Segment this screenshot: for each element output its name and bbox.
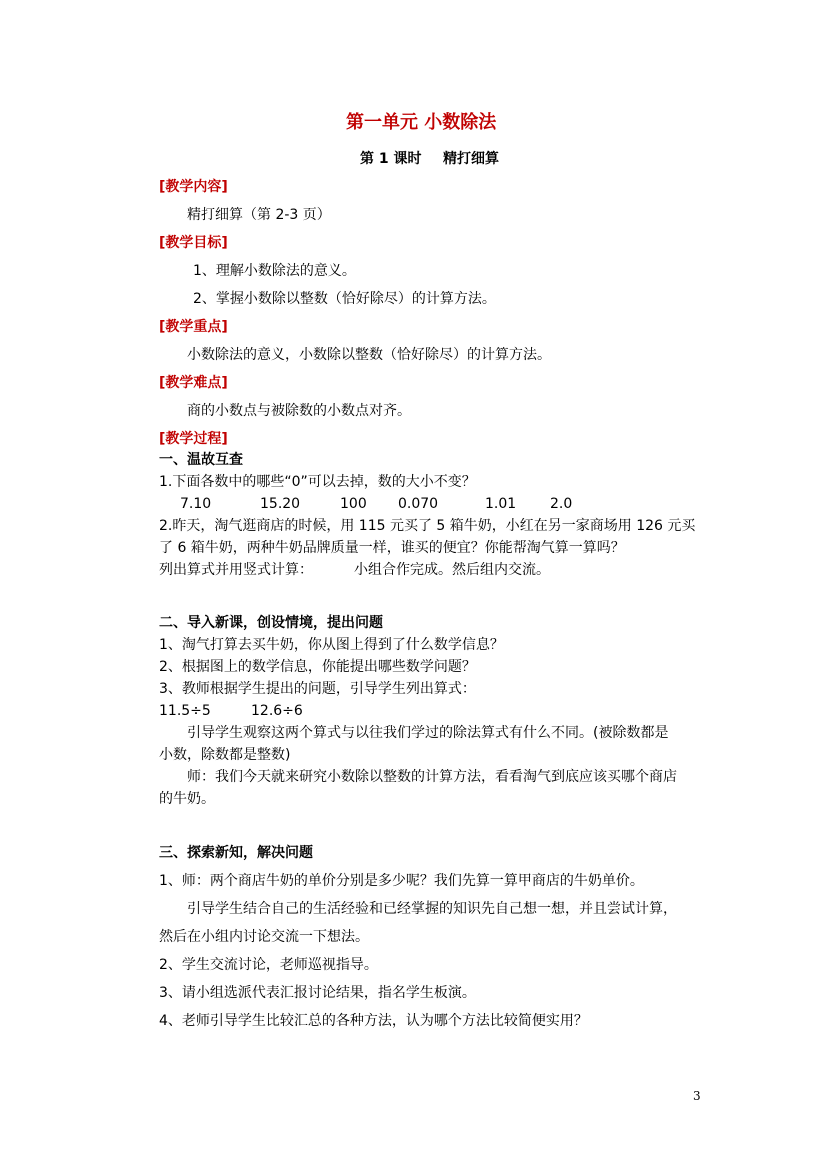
- part3-heading: 三、探索新知，解决问题: [159, 845, 313, 861]
- content-tag: [教学内容]: [159, 179, 228, 195]
- part2-para1-line1: 引导学生观察这两个算式与以往我们学过的除法算式有什么不同。(被除数都是: [187, 725, 669, 741]
- goal-item: 1、理解小数除法的意义。: [193, 263, 356, 279]
- part1-question1: 1.下面各数中的哪些“0”可以去掉，数的大小不变？: [159, 474, 476, 490]
- part3-item1: 1、师：两个商店牛奶的单价分别是多少呢？我们先算一算甲商店的牛奶单价。: [159, 873, 644, 889]
- goals-tag: [教学目标]: [159, 235, 228, 251]
- part2-item: 1、淘气打算去买牛奶，你从图上得到了什么数学信息？: [159, 637, 504, 653]
- difficulties-tag: [教学难点]: [159, 375, 228, 391]
- formula: 12.6÷6: [251, 703, 303, 719]
- part1-question2-line2: 了 6 箱牛奶，两种牛奶品牌质量一样，谁买的便宜？你能帮淘气算一算吗？: [159, 540, 625, 556]
- page-number: 3: [693, 1089, 701, 1103]
- key-points-text: 小数除法的意义，小数除以整数（恰好除尽）的计算方法。: [187, 347, 551, 363]
- part3-item4: 4、老师引导学生比较汇总的各种方法，认为哪个方法比较简便实用？: [159, 1013, 588, 1029]
- part2-heading: 二、导入新课，创设情境，提出问题: [159, 615, 383, 631]
- part1-question2-line1: 2.昨天，淘气逛商店的时候，用 115 元买了 5 箱牛奶，小红在另一家商场用 126 元买: [159, 518, 696, 534]
- part3-para-line2: 然后在小组内讨论交流一下想法。: [159, 929, 369, 945]
- part2-para2-line2: 的牛奶。: [159, 791, 215, 807]
- page-title: 第一单元 小数除法: [346, 112, 497, 133]
- goal-item: 2、掌握小数除以整数（恰好除尽）的计算方法。: [193, 291, 496, 307]
- difficulties-text: 商的小数点与被除数的小数点对齐。: [187, 403, 411, 419]
- part3-item2: 2、学生交流讨论，老师巡视指导。: [159, 957, 378, 973]
- number-item: 0.070: [398, 496, 439, 512]
- key-points-tag: [教学重点]: [159, 319, 228, 335]
- number-item: 1.01: [485, 496, 517, 512]
- part1-question2-line3b: 小组合作完成。然后组内交流。: [354, 562, 550, 578]
- number-item: 100: [340, 496, 367, 512]
- formula: 11.5÷5: [159, 703, 211, 719]
- part1-heading: 一、温故互查: [159, 452, 243, 468]
- number-item: 2.0: [550, 496, 573, 512]
- part2-item: 3、教师根据学生提出的问题，引导学生列出算式：: [159, 681, 476, 697]
- part1-question2-line3a: 列出算式并用竖式计算：: [159, 562, 313, 578]
- content-text: 精打细算（第 2-3 页）: [187, 207, 331, 223]
- process-tag: [教学过程]: [159, 431, 228, 447]
- number-item: 7.10: [180, 496, 212, 512]
- part2-item: 2、根据图上的数学信息，你能提出哪些数学问题？: [159, 659, 476, 675]
- lesson-number: 第 1 课时: [360, 151, 422, 167]
- part3-para-line1: 引导学生结合自己的生活经验和已经掌握的知识先自己想一想，并且尝试计算，: [187, 901, 677, 917]
- part2-para1-line2: 小数，除数都是整数): [159, 747, 291, 763]
- part3-item3: 3、请小组选派代表汇报讨论结果，指名学生板演。: [159, 985, 476, 1001]
- number-item: 15.20: [260, 496, 301, 512]
- lesson-name: 精打细算: [443, 151, 499, 167]
- part2-para2-line1: 师：我们今天就来研究小数除以整数的计算方法，看看淘气到底应该买哪个商店: [187, 769, 677, 785]
